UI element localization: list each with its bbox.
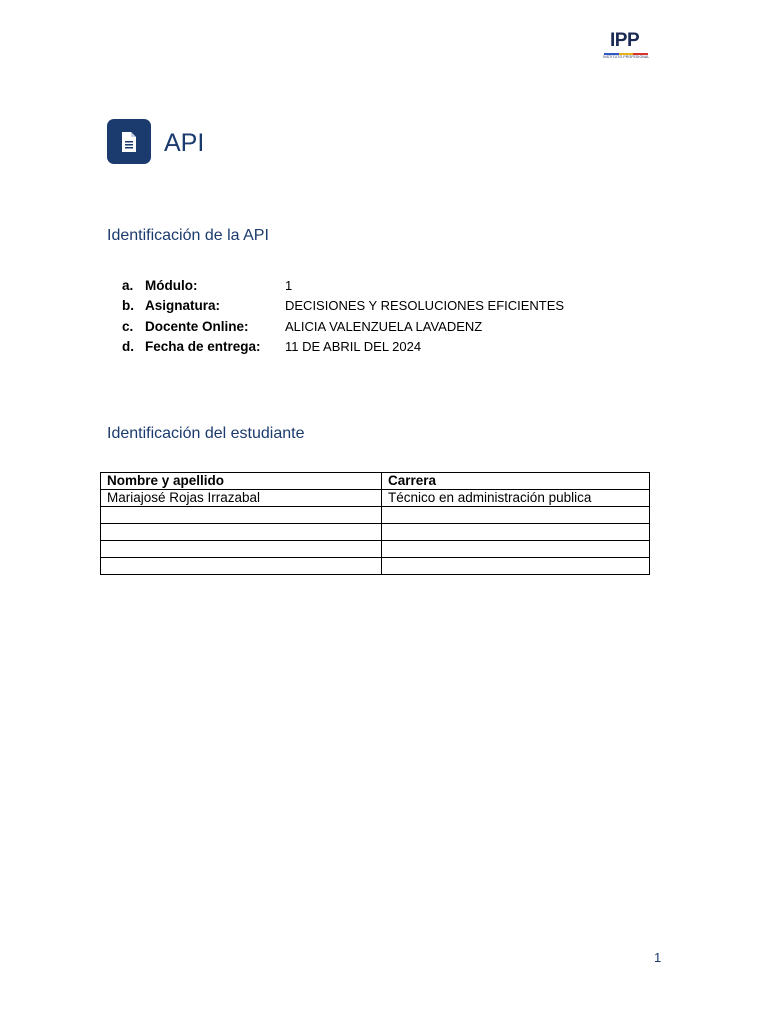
column-header-name: Nombre y apellido <box>101 473 382 490</box>
table-cell <box>101 541 382 558</box>
table-header-row <box>101 473 650 490</box>
student-section-heading: Identificación del estudiante <box>107 425 305 442</box>
table-row <box>101 558 650 575</box>
table-cell <box>382 524 650 541</box>
table-row <box>101 507 650 524</box>
info-letter: b. <box>122 298 134 314</box>
logo-text: IPP <box>610 30 640 51</box>
document-title: API <box>164 129 205 157</box>
info-row-fecha <box>122 337 622 357</box>
table-cell <box>382 541 650 558</box>
info-value: 11 DE ABRIL DEL 2024 <box>285 338 422 354</box>
info-value: 1 <box>285 278 293 293</box>
info-letter: a. <box>122 278 134 293</box>
document-icon <box>107 119 151 164</box>
info-value: DECISIONES Y RESOLUCIONES EFICIENTES <box>285 298 565 314</box>
table-cell <box>382 507 650 524</box>
info-value: ALICIA VALENZUELA LAVADENZ <box>285 318 483 334</box>
table-cell <box>101 524 382 541</box>
info-letter: c. <box>122 318 134 334</box>
info-row-docente <box>122 317 622 337</box>
ipp-logo <box>600 30 652 62</box>
info-letter: d. <box>122 338 134 354</box>
info-label: Fecha de entrega: <box>145 338 261 354</box>
table-cell <box>382 558 650 575</box>
table-row <box>101 524 650 541</box>
api-section-heading: Identificación de la API <box>107 227 269 244</box>
logo-subtitle: INSTITUTO PROFESIONAL <box>603 55 650 59</box>
student-table <box>100 472 650 575</box>
table-row <box>101 490 650 507</box>
table-cell <box>101 507 382 524</box>
info-label: Asignatura: <box>145 298 221 314</box>
info-label: Módulo: <box>145 278 198 293</box>
table-cell <box>101 558 382 575</box>
info-row-modulo <box>122 276 622 296</box>
info-label: Docente Online: <box>145 318 249 334</box>
table-cell: Mariajosé Rojas Irrazabal <box>101 490 382 507</box>
api-info-list <box>122 276 622 357</box>
column-header-career: Carrera <box>382 473 650 490</box>
info-row-asignatura <box>122 296 622 316</box>
table-cell: Técnico en administración publica <box>382 490 650 507</box>
table-row <box>101 541 650 558</box>
page-number: 1 <box>654 950 662 965</box>
